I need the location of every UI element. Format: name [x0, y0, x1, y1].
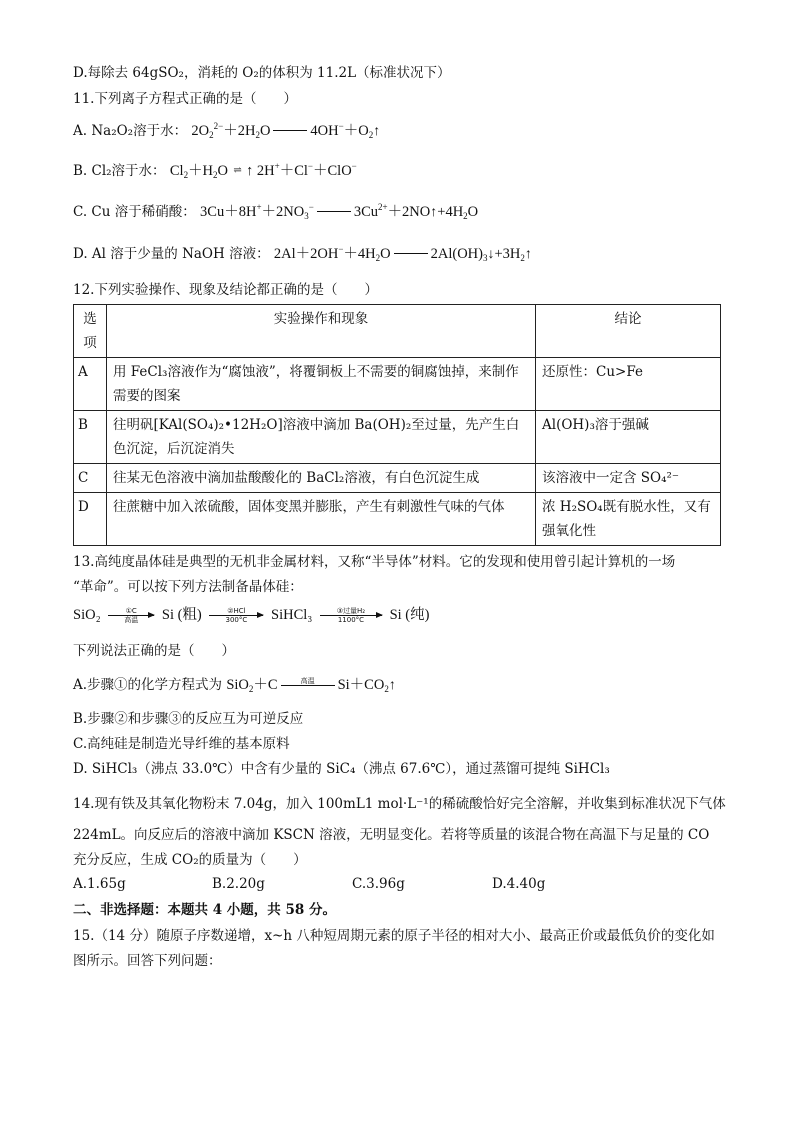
table-row: [74, 464, 721, 493]
q11-option-b-label: B. Cl₂溶于水：: [73, 163, 166, 179]
flow-arrow-2-condition: 300°C: [225, 616, 248, 625]
q11-option-d: [73, 245, 532, 264]
q15-stem-line2: 图所示。回答下列问题：: [73, 953, 222, 969]
q13-option-a-label: A.步骤①的化学方程式为: [73, 677, 223, 693]
q13-stem-line1: 13.高纯度晶体硅是典型的无机非金属材料，又称“半导体”材料。它的发现和使用曾引起计算机的一场: [73, 554, 676, 570]
flow-step2-substance: Si (粗): [161, 607, 202, 623]
q13-option-a-equation: SiO$_2$＋C 高温 $Si+CO_2↑$: [226, 677, 396, 694]
q14-choice-a: A.1.65g: [73, 876, 126, 892]
row-option: D: [74, 493, 107, 546]
q11-option-a-equation: $2O_2^{2-}+2H_2O$ $4OH^-+O_2↑$: [191, 121, 381, 140]
row-option: B: [74, 411, 107, 464]
right-arrow-icon: [320, 615, 382, 616]
q11-option-b: [73, 162, 357, 182]
q13-stem-line2: “革命”。可以按下列方法制备晶体硅：: [73, 579, 303, 595]
row-option: C: [74, 464, 107, 493]
header-option: 选项: [74, 305, 107, 358]
q14-choice-d: D.4.40g: [492, 876, 546, 892]
row-operation: 往某无色溶液中滴加盐酸酸化的 BaCl₂溶液，有白色沉淀生成: [107, 464, 536, 493]
table-row: [74, 411, 721, 464]
flow-arrow-3: [320, 607, 382, 624]
q13-option-c: C.高纯硅是制造光导纤维的基本原料: [73, 736, 290, 752]
q14-stem-line3: 充分反应，生成 CO₂的质量为（ ）: [73, 852, 307, 868]
q12-table: [73, 304, 721, 546]
q13-option-a-condition: 高温: [300, 677, 315, 686]
flow-arrow-2: [209, 607, 263, 624]
table-row: [74, 358, 721, 411]
flow-arrow-2-reagent: ②HCl: [227, 607, 246, 616]
q11-option-b-equation: $Cl_2+H_2O$ ⇌ ↑ 2H+＋Cl−＋ClO−: [169, 161, 357, 180]
q14-stem-line1: 14.现有铁及其氧化物粉末 7.04g，加入 100mL1 mol·L⁻¹的稀硫酸恰好完全溶解，并收集到标准状况下气体: [73, 796, 726, 812]
q13-option-a: [73, 676, 396, 695]
flow-arrow-1-reagent: ①C: [125, 607, 137, 616]
q11-stem: 11.下列离子方程式正确的是（ ）: [73, 91, 297, 107]
flow-arrow-3-condition: 1100°C: [337, 616, 365, 625]
q10-option-d: D.每除去 64gSO₂，消耗的 O₂的体积为 11.2L（标准状况下）: [73, 65, 451, 81]
flow-arrow-1: [108, 607, 154, 624]
q14-choice-b: B.2.20g: [212, 876, 265, 892]
row-operation: 往明矾[KAl(SO₄)₂•12H₂O]溶液中滴加 Ba(OH)₂至过量，先产生白色沉淀，后沉淀消失: [107, 411, 536, 464]
q15-stem-line1: 15.（14 分）随原子序数递增，x~h 八种短周期元素的原子半径的相对大小、最高正价或最低负价的变化如: [73, 928, 715, 944]
q11-option-a-label: A. Na₂O₂溶于水：: [73, 123, 188, 139]
table-row: [74, 493, 721, 546]
header-operation: 实验操作和现象: [107, 305, 536, 358]
right-arrow-icon: [108, 615, 154, 616]
right-arrow-icon: [209, 615, 263, 616]
row-option: A: [74, 358, 107, 411]
q13-flow: [73, 606, 429, 624]
q14-choice-c: C.3.96g: [352, 876, 405, 892]
section-heading: 二、非选择题：本题共 4 小题，共 58 分。: [73, 902, 336, 918]
q11-option-c: [73, 203, 478, 222]
flow-step1-substance: SiO₂: [73, 607, 101, 623]
q12-stem: 12.下列实验操作、现象及结论都正确的是（ ）: [73, 282, 378, 298]
row-conclusion: 该溶液中一定含 SO₄²⁻: [536, 464, 721, 493]
q11-option-c-equation: $3Cu+8H^++2NO_3^-$ $3Cu^{2+}+2NO↑+4H_2O$: [200, 202, 479, 221]
row-operation: 用 FeCl₃溶液作为“腐蚀液”，将覆铜板上不需要的铜腐蚀掉，来制作需要的图案: [107, 358, 536, 411]
q11-option-c-label: C. Cu 溶于稀硝酸：: [73, 204, 196, 220]
header-conclusion: 结论: [536, 305, 721, 358]
q11-option-a: [73, 122, 380, 141]
q11-option-d-equation: $2Al+2OH^-+4H_2O$ $2Al(OH)_3↓+3H_2↑$: [273, 244, 532, 263]
row-conclusion: 还原性：Cu>Fe: [536, 358, 721, 411]
q14-stem-line2: 224mL。向反应后的溶液中滴加 KSCN 溶液，无明显变化。若将等质量的该混合物在高温下与足量的 CO: [73, 827, 710, 843]
flow-arrow-3-reagent: ③过量H₂: [336, 607, 366, 616]
q13-option-d: D. SiHCl₃（沸点 33.0℃）中含有少量的 SiC₄（沸点 67.6℃），通过蒸馏可提纯 SiHCl₃: [73, 761, 610, 777]
flow-step4-substance: Si (纯): [389, 607, 430, 623]
row-conclusion: 浓 H₂SO₄既有脱水性，又有强氧化性: [536, 493, 721, 546]
q13-option-b: B.步骤②和步骤③的反应互为可逆反应: [73, 711, 304, 727]
row-operation: 往蔗糖中加入浓硫酸，固体变黑并膨胀，产生有刺激性气味的气体: [107, 493, 536, 546]
flow-step3-substance: SiHCl₃: [271, 607, 313, 623]
q13-ask: 下列说法正确的是（ ）: [73, 643, 235, 659]
flow-arrow-1-condition: 高温: [124, 616, 139, 625]
table-header-row: [74, 305, 721, 358]
q11-option-d-label: D. Al 溶于少量的 NaOH 溶液：: [73, 246, 270, 262]
row-conclusion: Al(OH)₃溶于强碱: [536, 411, 721, 464]
